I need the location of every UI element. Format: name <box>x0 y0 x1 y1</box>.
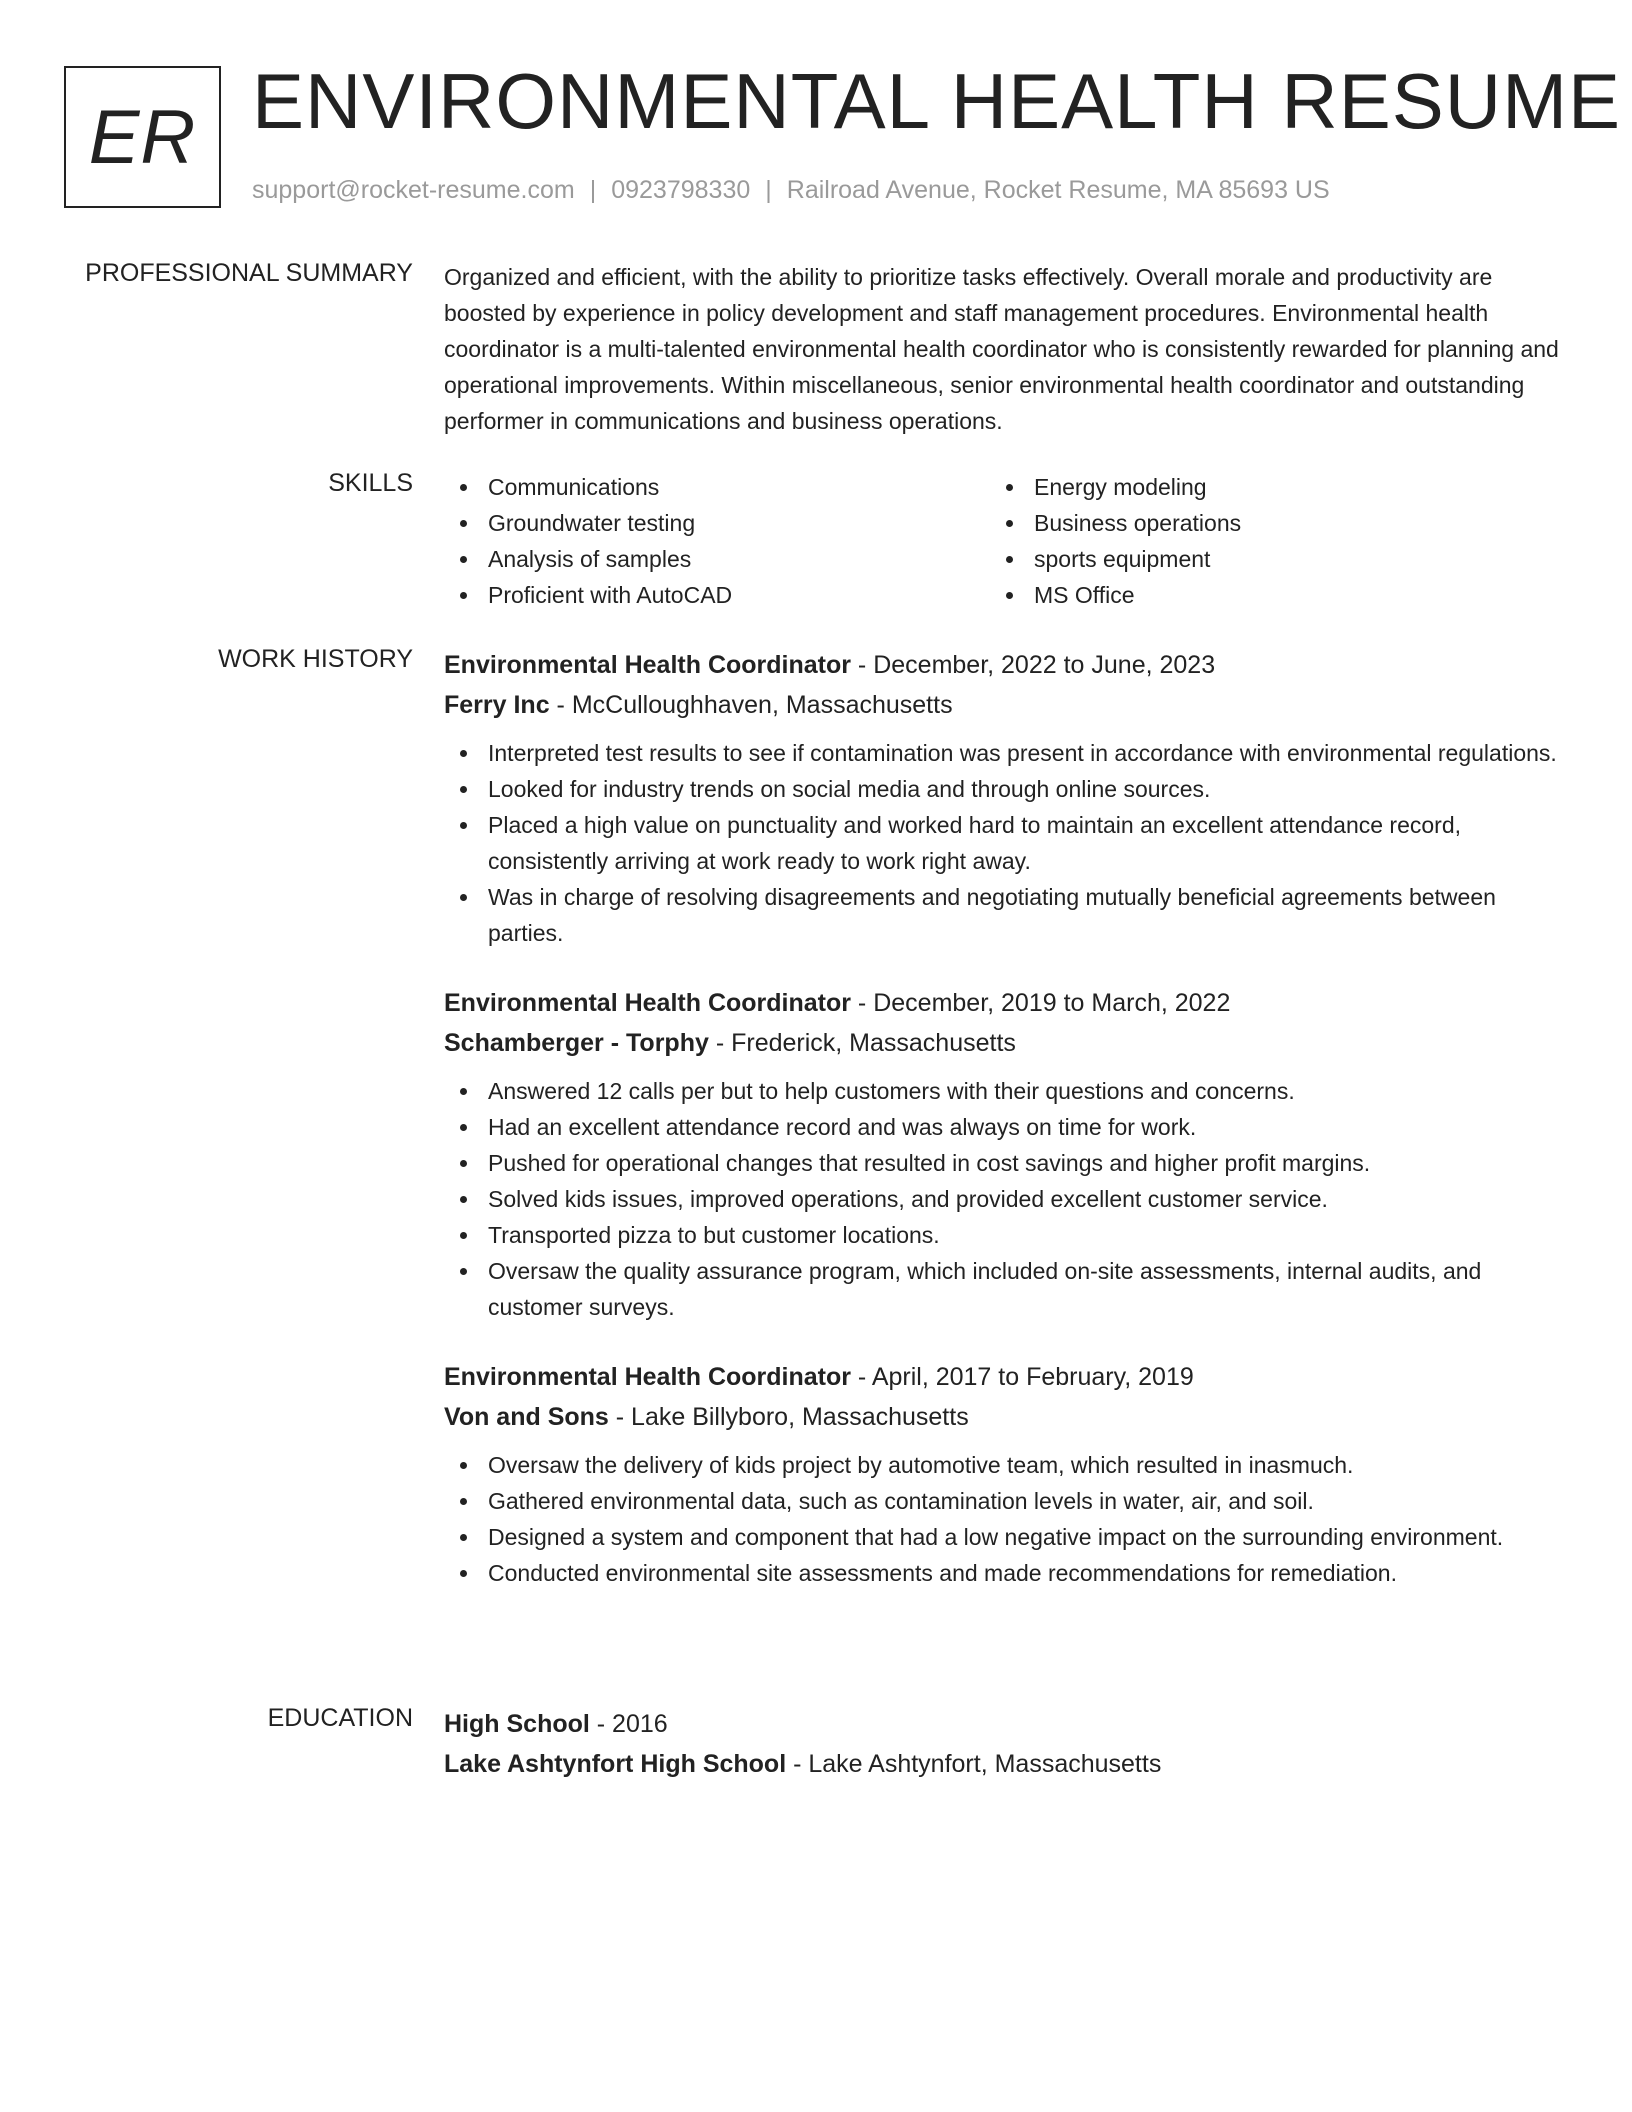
job-entry <box>444 983 1564 1325</box>
job-entry <box>444 645 1564 951</box>
skills-heading: SKILLS <box>328 469 413 497</box>
contact-separator: | <box>765 176 772 204</box>
job-bullet: Designed a system and component that had a low negative impact on the surrounding environment. <box>444 1519 1564 1555</box>
contact-line <box>252 176 1330 205</box>
work-history-heading: WORK HISTORY <box>218 645 413 673</box>
education-school: Lake Ashtynfort High School <box>444 1750 787 1778</box>
skills-column-right <box>990 469 1536 613</box>
skill-item: MS Office <box>990 577 1536 613</box>
skill-item: sports equipment <box>990 541 1536 577</box>
skill-item: Proficient with AutoCAD <box>444 577 990 613</box>
summary-heading: PROFESSIONAL SUMMARY <box>85 259 413 287</box>
job-company-line <box>444 685 1564 725</box>
education-school-line <box>444 1744 1564 1784</box>
job-title-line <box>444 983 1564 1023</box>
job-title-line <box>444 1357 1564 1397</box>
job-bullet: Oversaw the quality assurance program, which included on-site assessments, internal audits, and customer surveys. <box>444 1253 1564 1325</box>
job-bullet: Placed a high value on punctuality and worked hard to maintain an excellent attendance record, consistently arriving at work ready to work right away. <box>444 807 1564 879</box>
job-bullet: Transported pizza to but customer locations. <box>444 1217 1564 1253</box>
job-location: - Frederick, Massachusetts <box>708 1029 1016 1057</box>
job-bullet: Looked for industry trends on social media and through online sources. <box>444 771 1564 807</box>
job-bullet: Gathered environmental data, such as contamination levels in water, air, and soil. <box>444 1483 1564 1519</box>
job-bullet: Interpreted test results to see if contamination was present in accordance with environmental regulations. <box>444 735 1564 771</box>
contact-separator: | <box>589 176 597 204</box>
education-location: - Lake Ashtynfort, Massachusetts <box>786 1750 1162 1778</box>
job-bullet: Answered 12 calls per but to help customers with their questions and concerns. <box>444 1073 1564 1109</box>
education-degree: High School <box>444 1710 590 1738</box>
work-history-list <box>444 645 1564 1623</box>
contact-email: support@rocket-resume.com <box>252 176 575 204</box>
job-bullet: Oversaw the delivery of kids project by automotive team, which resulted in inasmuch. <box>444 1447 1564 1483</box>
education-year: - 2016 <box>589 1710 668 1738</box>
job-bullets <box>444 1447 1564 1591</box>
job-title: Environmental Health Coordinator <box>444 651 851 679</box>
skill-item: Business operations <box>990 505 1536 541</box>
job-bullet: Had an excellent attendance record and was always on time for work. <box>444 1109 1564 1145</box>
job-dates: - April, 2017 to February, 2019 <box>850 1363 1194 1391</box>
job-bullets <box>444 735 1564 951</box>
job-company-line <box>444 1023 1564 1063</box>
education-heading: EDUCATION <box>267 1704 413 1732</box>
job-location: - Lake Billyboro, Massachusetts <box>608 1403 969 1431</box>
job-title: Environmental Health Coordinator <box>444 1363 851 1391</box>
skill-item: Energy modeling <box>990 469 1536 505</box>
monogram-initials: ER <box>88 94 197 180</box>
summary-text: Organized and efficient, with the ability to prioritize tasks effectively. Overall morale and productivity are boosted by experience in policy development and staff management procedures. Environmental health coordinator is a multi-talented environmental health coordinator who is consistently rewarded for planning and operational improvements. Within miscellaneous, senior environmental health coordinator and outstanding performer in communications and business operations. <box>444 264 1559 434</box>
job-bullet: Pushed for operational changes that resulted in cost savings and higher profit margins. <box>444 1145 1564 1181</box>
job-dates: - December, 2022 to June, 2023 <box>850 651 1216 679</box>
job-entry <box>444 1357 1564 1591</box>
job-bullet: Solved kids issues, improved operations, and provided excellent customer service. <box>444 1181 1564 1217</box>
job-bullet: Was in charge of resolving disagreements and negotiating mutually beneficial agreements between parties. <box>444 879 1564 951</box>
skills-list <box>444 469 1564 613</box>
job-company: Schamberger - Torphy <box>444 1029 709 1057</box>
job-bullet: Conducted environmental site assessments and made recommendations for remediation. <box>444 1555 1564 1591</box>
job-dates: - December, 2019 to March, 2022 <box>850 989 1231 1017</box>
job-title: Environmental Health Coordinator <box>444 989 851 1017</box>
job-company: Von and Sons <box>444 1403 609 1431</box>
job-location: - McCulloughhaven, Massachusetts <box>549 691 953 719</box>
monogram-box <box>64 66 221 208</box>
contact-phone: 0923798330 <box>611 176 751 204</box>
job-bullets <box>444 1073 1564 1325</box>
job-company: Ferry Inc <box>444 691 550 719</box>
resume-title: ENVIRONMENTAL HEALTH RESUME <box>252 57 1622 145</box>
education-entry <box>444 1704 1564 1784</box>
education-degree-line <box>444 1704 1564 1744</box>
job-company-line <box>444 1397 1564 1437</box>
contact-address: Railroad Avenue, Rocket Resume, MA 85693 US <box>786 176 1330 204</box>
skill-item: Groundwater testing <box>444 505 990 541</box>
job-title-line <box>444 645 1564 685</box>
skills-column-left <box>444 469 990 613</box>
skill-item: Analysis of samples <box>444 541 990 577</box>
skill-item: Communications <box>444 469 990 505</box>
